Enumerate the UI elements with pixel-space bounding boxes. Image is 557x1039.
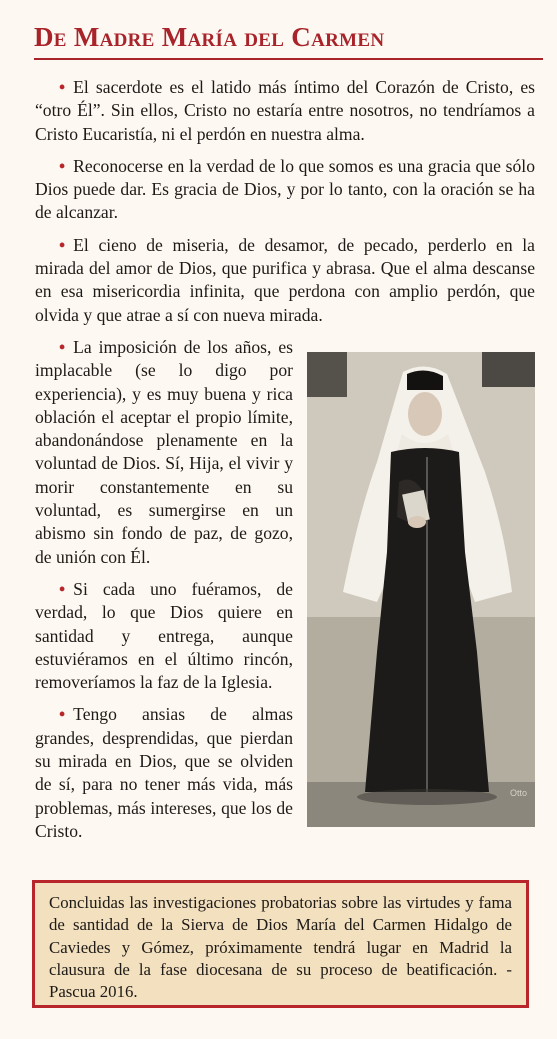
quote-text: Si cada uno fuéramos, de verdad, lo que Dios quiere en santidad y entrega, aunque estuviéramos en el último rincón, removeríamos la faz de la Iglesia.: [35, 578, 293, 693]
bullet-icon: •: [59, 704, 66, 725]
article-header: [34, 22, 543, 60]
photo-credit: Otto: [509, 787, 527, 798]
quote-text: Reconocerse en la verdad de lo que somos es una gracia que sólo Dios puede dar. Es gracia de Dios, y por lo tanto, con la oración se ha de alcanzar.: [35, 155, 535, 223]
quote-text: El cieno de miseria, de desamor, de pecado, perderlo en la mirada del amor de Dios, que purifica y abrasa. Que el alma descanse en esa misericordia infinita, que perdona con amplio perdón, que olvida y que atrae a sí con nueva mirada.: [35, 234, 535, 325]
bullet-icon: •: [59, 234, 66, 255]
beatification-notice-box: [32, 880, 529, 1008]
bullet-icon: •: [59, 336, 66, 357]
bullet-icon: •: [59, 578, 66, 599]
title-underline: [34, 58, 543, 60]
notice-text: Concluidas las investigaciones probatorias sobre las virtudes y fama de santidad de la Sierva de Dios María del Carmen Hidalgo de Caviedes y Gómez, próximamente tendrá lugar en Madrid la clausura de la fase diocesana de su proceso de beatificación. - Pascua 2016.: [49, 893, 512, 1002]
bullet-icon: •: [59, 77, 66, 97]
quote-text: Tengo ansias de almas grandes, desprendidas, que pierdan su mirada en Dios, que se olviden de sí, para no tener más vida, más problemas, más intereses, que los de Cristo.: [35, 704, 293, 841]
quote-paragraph: [35, 155, 535, 225]
quote-paragraph: [35, 234, 535, 327]
article-title: De Madre María del Carmen: [34, 22, 385, 52]
bullet-icon: •: [59, 155, 66, 176]
quote-text: La imposición de los años, es implacable (se lo digo por experiencia), y es muy buena y rica oblación el aceptar el propio límite, abandonándose plenamente en la voluntad de Dios. Sí, Hija, el vivir y morir constantemente en su voluntad, es sumergirse en un abismo sin fondo de paz, de gozo, de unión con Él.: [35, 336, 293, 567]
quote-paragraph: [35, 76, 535, 146]
nun-figure-illustration: [307, 352, 535, 827]
nun-photo: [307, 352, 535, 827]
quotes-body: [35, 76, 535, 852]
quote-text: El sacerdote es el latido más íntimo del Corazón de Cristo, es “otro Él”. Sin ellos, Cristo no estaría entre nosotros, no tendríamos a Cristo Eucaristía, ni el perdón en nuestra alma.: [35, 77, 535, 144]
